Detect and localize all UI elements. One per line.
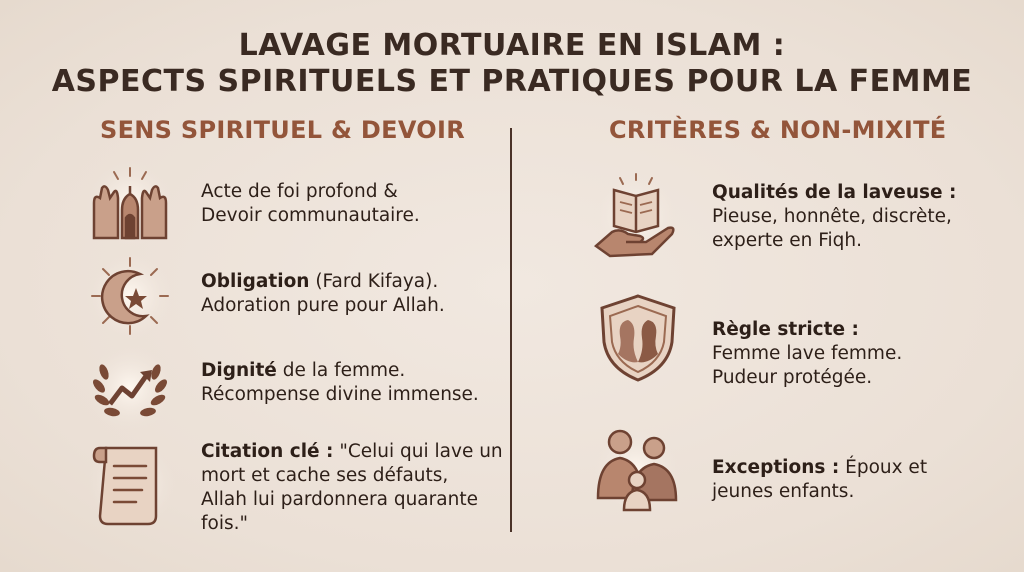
- left-column-heading: SENS SPIRITUEL & DEVOIR: [100, 116, 465, 144]
- right-item-1-text: [712, 181, 956, 253]
- left-item-4-line4: fois.": [201, 513, 248, 534]
- right-item-1-line1: [712, 181, 956, 205]
- right-item-1-line3: experte en Fiqh.: [712, 230, 863, 251]
- left-item-4-text: [201, 440, 503, 536]
- right-item-2-bold: Règle stricte :: [712, 319, 859, 340]
- left-item-3-text: [201, 359, 479, 407]
- left-item-2-line2: Adoration pure pour Allah.: [201, 295, 445, 316]
- right-item-3-line1-rest: Époux et: [839, 457, 928, 478]
- column-divider: [510, 128, 512, 532]
- left-item-3-bold: Dignité: [201, 360, 277, 381]
- main-title-line2: ASPECTS SPIRITUELS ET PRATIQUES POUR LA FEMME: [51, 64, 973, 99]
- right-item-3-bold: Exceptions :: [712, 457, 840, 478]
- right-item-2-text: [712, 318, 902, 390]
- scroll-icon: [86, 438, 178, 530]
- left-item-1-line1: Acte de foi profond &: [201, 181, 398, 202]
- left-item-2-line1: [201, 270, 445, 294]
- right-item-3-line1: [712, 456, 927, 480]
- book-in-hand-icon: [590, 170, 682, 262]
- left-item-2-bold: Obligation: [201, 271, 310, 292]
- left-item-4-line1-rest: "Celui qui lave un: [333, 441, 503, 462]
- left-item-4-line2: mort et cache ses défauts,: [201, 465, 449, 486]
- praying-hands-mosque-icon: [84, 158, 176, 250]
- left-item-4-line1: [201, 440, 503, 464]
- right-column-heading: CRITÈRES & NON-MIXITÉ: [609, 116, 947, 144]
- left-item-1-text: [201, 180, 420, 228]
- left-item-2-line1-rest: (Fard Kifaya).: [309, 271, 439, 292]
- right-item-2-line1: [712, 318, 902, 342]
- right-item-1-bold: Qualités de la laveuse :: [712, 182, 957, 203]
- right-item-3-line2: jeunes enfants.: [712, 481, 855, 502]
- left-item-3-line1-rest: de la femme.: [276, 360, 406, 381]
- left-item-4-line3: Allah lui pardonnera quarante: [201, 489, 478, 510]
- left-item-1-line2: Devoir communautaire.: [201, 205, 420, 226]
- left-item-3-line2: Récompense divine immense.: [201, 384, 479, 405]
- right-item-3-text: [712, 456, 927, 504]
- left-item-4-bold: Citation clé :: [201, 441, 334, 462]
- family-icon: [590, 424, 682, 516]
- laurel-rising-arrow-icon: [84, 342, 176, 434]
- right-item-1-line2: Pieuse, honnête, discrète,: [712, 206, 952, 227]
- main-title-line1: LAVAGE MORTUAIRE EN ISLAM :: [238, 28, 786, 63]
- left-item-2-text: [201, 270, 445, 318]
- right-item-2-line2: Femme lave femme.: [712, 343, 903, 364]
- right-item-2-line3: Pudeur protégée.: [712, 367, 873, 388]
- crescent-star-icon: [84, 250, 176, 342]
- shield-women-icon: [592, 292, 684, 384]
- left-item-3-line1: [201, 359, 479, 383]
